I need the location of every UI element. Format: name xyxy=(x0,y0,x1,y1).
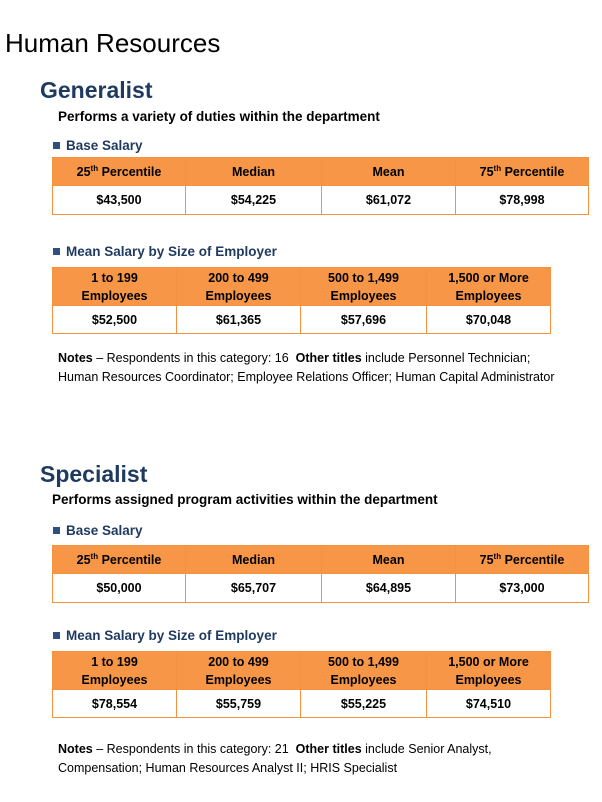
table-cell: $43,500 xyxy=(53,186,186,215)
square-bullet-icon xyxy=(53,632,60,639)
base-salary-heading-text: Base Salary xyxy=(66,138,143,153)
table-row xyxy=(53,690,551,718)
column-header xyxy=(322,158,456,186)
column-header-line: Employees xyxy=(81,288,148,303)
square-bullet-icon xyxy=(53,527,60,534)
column-header-text: Median xyxy=(231,164,276,179)
table-cell: $61,072 xyxy=(322,186,456,215)
table-row xyxy=(53,574,589,603)
column-header-text: Mean xyxy=(372,164,405,179)
section-title-specialist: Specialist xyxy=(40,461,148,487)
table-header-row xyxy=(53,268,551,306)
square-bullet-icon xyxy=(53,142,60,149)
column-header-line: 1 to 199 xyxy=(91,654,138,669)
square-bullet-icon xyxy=(53,248,60,255)
column-header-text: 75th Percentile xyxy=(479,551,565,567)
other-titles-label: Other titles xyxy=(295,351,362,365)
column-header-line: Employees xyxy=(81,672,148,687)
column-header-line: 500 to 1,499 xyxy=(328,654,399,669)
column-header-line: Employees xyxy=(455,672,522,687)
column-header xyxy=(301,268,427,306)
column-header-line: Employees xyxy=(330,288,397,303)
other-titles-text: Human Resources Coordinator; Employee Relations Officer; Human Capital Administrator xyxy=(58,370,555,384)
column-header xyxy=(322,546,456,574)
table-cell: $50,000 xyxy=(53,574,186,603)
other-titles-text: include Personnel Technician; xyxy=(365,351,531,365)
notes-label: Notes xyxy=(58,742,93,756)
notes xyxy=(58,349,555,387)
column-header-text: 25th Percentile xyxy=(76,551,162,567)
base-salary-heading xyxy=(53,138,143,153)
table-cell: $65,707 xyxy=(186,574,322,603)
column-header-line: 200 to 499 xyxy=(208,270,269,285)
table-row xyxy=(53,306,551,334)
other-titles-text: include Senior Analyst, xyxy=(365,742,492,756)
notes-label: Notes xyxy=(58,351,93,365)
column-header-line: 1 to 199 xyxy=(91,270,138,285)
section-title-generalist: Generalist xyxy=(40,77,153,103)
column-header-line: 500 to 1,499 xyxy=(328,270,399,285)
table-header-row xyxy=(53,652,551,690)
column-header xyxy=(53,652,177,690)
column-header xyxy=(427,268,551,306)
table-cell: $70,048 xyxy=(427,306,551,334)
column-header-line: Employees xyxy=(205,672,272,687)
column-header-line: 1,500 or More xyxy=(448,654,529,669)
size-salary-table xyxy=(52,651,551,718)
column-header xyxy=(177,652,301,690)
column-header xyxy=(456,546,589,574)
column-header xyxy=(53,546,186,574)
column-header-text: 25th Percentile xyxy=(76,163,162,179)
size-salary-heading-text: Mean Salary by Size of Employer xyxy=(66,628,277,643)
table-cell: $54,225 xyxy=(186,186,322,215)
size-salary-heading-text: Mean Salary by Size of Employer xyxy=(66,244,277,259)
table-cell: $74,510 xyxy=(427,690,551,718)
column-header-line: Employees xyxy=(330,672,397,687)
column-header-text: Mean xyxy=(372,552,405,567)
table-cell: $73,000 xyxy=(456,574,589,603)
column-header-line: Employees xyxy=(455,288,522,303)
table-header-row xyxy=(53,158,589,186)
table-cell: $55,225 xyxy=(301,690,427,718)
base-salary-heading xyxy=(53,523,143,538)
table-cell: $64,895 xyxy=(322,574,456,603)
table-cell: $78,554 xyxy=(53,690,177,718)
column-header xyxy=(427,652,551,690)
size-salary-heading xyxy=(53,244,277,259)
column-header-line: Employees xyxy=(205,288,272,303)
column-header-line: 1,500 or More xyxy=(448,270,529,285)
table-cell: $78,998 xyxy=(456,186,589,215)
column-header-line: 200 to 499 xyxy=(208,654,269,669)
notes xyxy=(58,740,492,778)
base-salary-table xyxy=(52,157,589,215)
column-header xyxy=(186,158,322,186)
column-header xyxy=(456,158,589,186)
notes-respondents: – Respondents in this category: 21 xyxy=(96,742,289,756)
table-cell: $55,759 xyxy=(177,690,301,718)
other-titles-label: Other titles xyxy=(295,742,362,756)
table-cell: $52,500 xyxy=(53,306,177,334)
other-titles-text: Compensation; Human Resources Analyst II; HRIS Specialist xyxy=(58,761,398,775)
column-header-text: 75th Percentile xyxy=(479,163,565,179)
size-salary-heading xyxy=(53,628,277,643)
column-header xyxy=(186,546,322,574)
size-salary-table xyxy=(52,267,551,334)
table-cell: $61,365 xyxy=(177,306,301,334)
base-salary-heading-text: Base Salary xyxy=(66,523,143,538)
table-header-row xyxy=(53,546,589,574)
column-header xyxy=(301,652,427,690)
column-header xyxy=(177,268,301,306)
column-header xyxy=(53,268,177,306)
section-description: Performs a variety of duties within the department xyxy=(58,109,380,124)
column-header xyxy=(53,158,186,186)
notes-respondents: – Respondents in this category: 16 xyxy=(96,351,289,365)
section-description: Performs assigned program activities within the department xyxy=(52,492,438,507)
table-row xyxy=(53,186,589,215)
table-cell: $57,696 xyxy=(301,306,427,334)
column-header-text: Median xyxy=(231,552,276,567)
base-salary-table xyxy=(52,545,589,603)
page-title: Human Resources xyxy=(5,28,221,58)
